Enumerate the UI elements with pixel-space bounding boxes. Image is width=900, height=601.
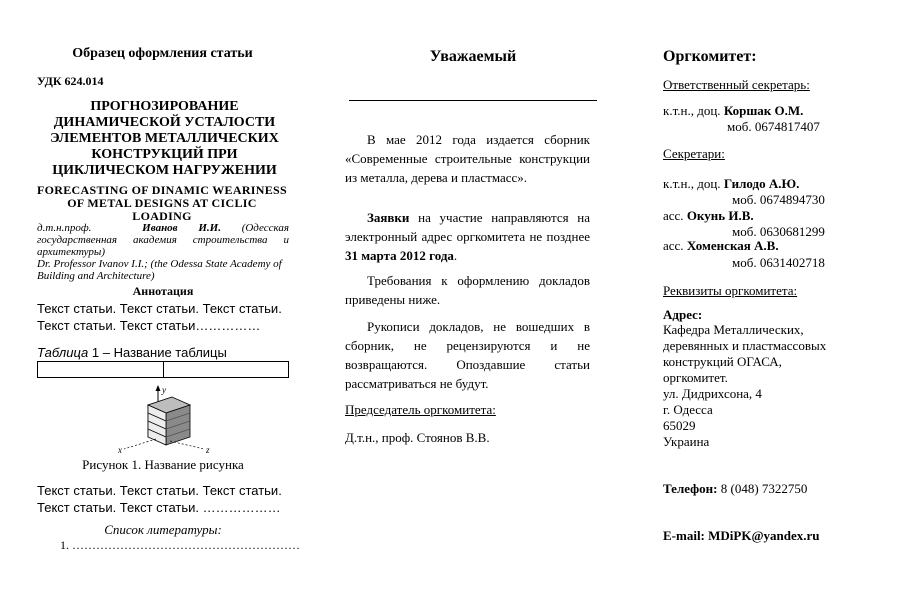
article-title-ru: ПРОГНОЗИРОВАНИЕ ДИНАМИЧЕСКОЙ УСТАЛОСТИ ЭЛЕМЕНТОВ МЕТАЛЛИЧЕСКИХ КОНСТРУКЦИЙ ПРИ ЦИКЛИЧЕСКОМ НАГРУЖЕНИИ [50,99,279,178]
secretary-1-name: Гилодо А.Ю. [723,176,800,191]
secretary-1-phone: моб. 0674894730 [732,192,825,207]
secretary-1 [663,176,799,192]
sample-title: Образец оформления статьи [72,46,253,61]
y-axis-arrow [156,385,161,391]
article-title-en: FORECASTING OF DINAMIC WEARINESS OF METAL DESIGNS AT CICLIC LOADING [37,183,287,223]
email-label: E-mail: [663,528,705,543]
figure-sample [110,383,220,455]
secretary-2-name: Окунь И.В. [686,208,754,223]
applications-paragraph [345,208,590,265]
resp-secretary-name: Коршак О.М. [723,103,804,118]
greeting: Уважаемый [429,48,517,65]
name-blank-line [349,100,597,101]
phone-value: 8 (048) 7322750 [717,481,808,496]
table-cell [38,362,164,377]
table-caption-rest: 1 – Название таблицы [88,345,227,360]
layered-block [148,397,190,445]
address-line: ул. Дидрихсона, 4 [663,386,762,401]
secretary-2-phone: моб. 0630681299 [732,224,825,239]
figure-caption: Рисунок 1. Название рисунка [82,457,244,472]
article-text-line: Текст статьи. Текст статьи. Текст статьи. [37,483,282,498]
article-text-2 [37,482,293,516]
deadline-date: 31 марта 2012 года [345,248,454,263]
secretary-1-prefix: к.т.н., доц. [663,176,724,191]
address-line: г. Одесса [663,402,713,417]
author-ru-degree: д.т.н.проф. [37,222,92,234]
phone-label: Телефон: [663,481,718,496]
article-text-line: Текст статьи. Текст статьи…………… [37,318,261,333]
x-axis-label: x [118,445,122,455]
author-ru [37,222,289,258]
z-axis [170,441,204,449]
sample-table [37,361,289,378]
literature-heading: Список литературы: [104,522,222,537]
requirements-paragraph: Требования к оформлению докладов приведены ниже. [345,273,590,307]
article-text-line: Текст статьи. Текст статьи. ……………… [37,500,281,515]
requisites-label: Реквизиты оргкомитета: [663,283,798,298]
resp-secretary-label: Ответственный секретарь: [663,77,810,92]
chair-name: Д.т.н., проф. Стоянов В.В. [345,430,490,445]
table-caption-word: Таблица [37,345,89,360]
address-label: Адрес: [663,307,703,322]
udk-code: УДК 624.014 [37,74,104,88]
secretary-2-prefix: асс. [663,208,687,223]
email [663,528,820,544]
address-line: Украина [663,434,710,449]
literature-item: 1. ………………………………………………… [60,538,300,552]
author-ru-name: Иванов И.И. [142,222,221,234]
annotation-heading: Аннотация [132,284,194,298]
secretary-3 [663,238,779,254]
article-text-line: Текст статьи. Текст статьи. Текст статьи. [37,301,282,316]
secretary-3-name: Хоменская А.В. [686,238,779,253]
committee-title: Оргкомитет: [663,48,757,65]
address-line: 65029 [663,418,696,433]
resp-secretary [663,103,803,119]
address-line: оргкомитет. [663,370,728,385]
address-line: конструкций ОГАСА, [663,354,782,369]
y-axis-label: y [162,385,166,395]
manuscripts-paragraph: Рукописи докладов, не вошедших в сборник, не рецензируются и не возвращаются. Опоздавшие статьи рассматриваться не будут. [345,319,590,391]
resp-secretary-phone: моб. 0674817407 [727,119,820,134]
applications-text: на участие направляются на электронный адрес оргкомитета не позднее [345,210,590,244]
address-line: Кафедра Металлических, [663,322,804,337]
x-axis [124,439,156,449]
address-line: деревянных и пластмассовых [663,338,827,353]
article-text-1 [37,300,293,334]
intro-paragraph: В мае 2012 года издается сборник «Современные строительные конструкции из металла, дерева и пластмасс». [345,132,590,185]
table-caption [37,345,227,360]
email-value[interactable]: MDiPK@yandex.ru [704,528,820,543]
applications-end: . [453,248,458,263]
author-en: Dr. Professor Ivanov I.I.; (the Odessa State Academy of Building and Architecture) [37,258,282,282]
applications-word: Заявки [367,210,410,225]
address-block [663,322,826,450]
author-ru-org: (Одесская государственная академия строительства и архитектуры) [37,222,289,258]
secretary-3-phone: моб. 0631402718 [732,255,825,270]
chair-label: Председатель оргкомитета: [345,402,496,417]
secretary-3-prefix: асс. [663,238,687,253]
resp-secretary-prefix: к.т.н., доц. [663,103,724,118]
z-axis-label: z [206,445,210,455]
secretary-2 [663,208,754,224]
secretaries-label: Секретари: [663,146,725,161]
phone [663,481,807,497]
